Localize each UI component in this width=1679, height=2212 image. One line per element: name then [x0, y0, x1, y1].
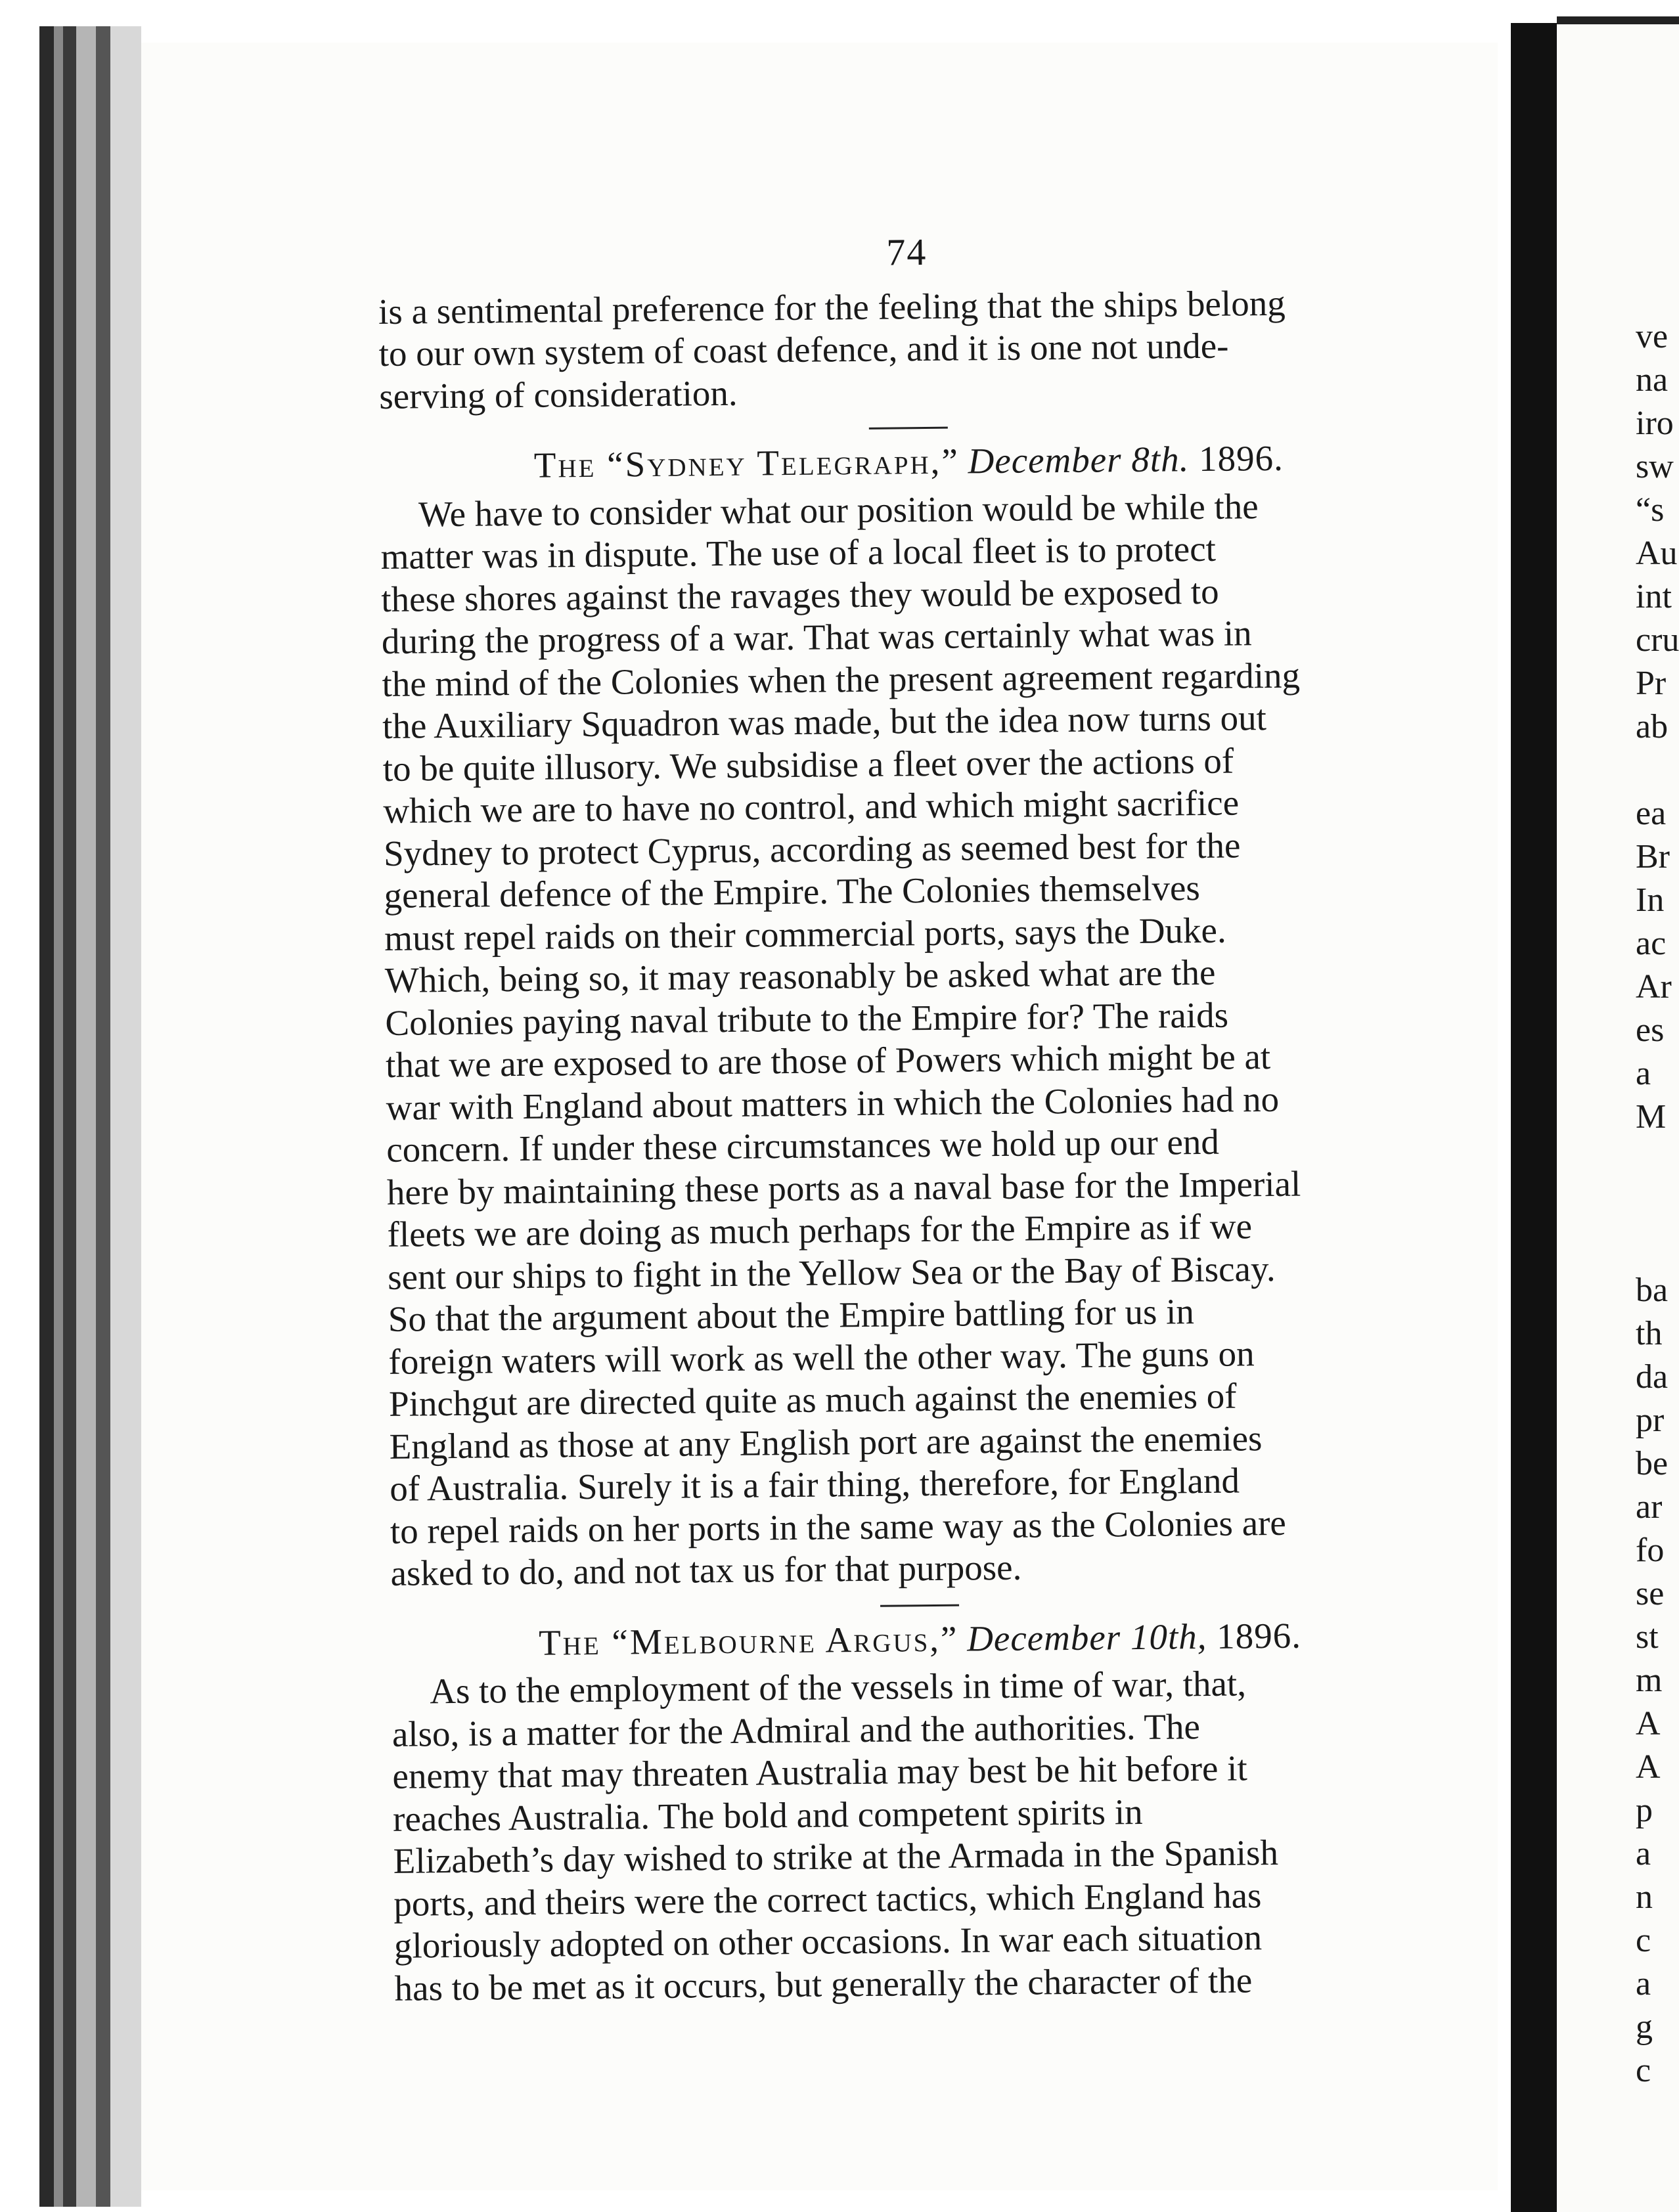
- facing-page-line: Pr: [1636, 665, 1667, 702]
- text-line: asked to do, and not tax us for that purpose.: [390, 1547, 1022, 1593]
- text-line: Sydney to protect Cyprus, according as seemed best for the: [383, 824, 1241, 874]
- section-heading-melbourne: [391, 1613, 1449, 1666]
- text-line: England as those at any English port are against the enemies: [389, 1417, 1263, 1467]
- heading-suffix: ”: [940, 1618, 968, 1659]
- facing-page-line: iro: [1636, 405, 1674, 442]
- text-line: to repel raids on her ports in the same way as the Colonies are: [390, 1502, 1287, 1551]
- facing-page-line: st: [1636, 1618, 1659, 1656]
- heading-year: 1896.: [1189, 437, 1284, 479]
- facing-page-line: M: [1636, 1098, 1667, 1136]
- facing-page-line: se: [1636, 1575, 1665, 1612]
- text-line: ports, and theirs were the correct tactics, which England has: [393, 1874, 1262, 1924]
- article-body-melbourne: [392, 1660, 1452, 2009]
- facing-page-line: sw: [1636, 448, 1674, 485]
- page-edge-dark: [39, 26, 54, 2207]
- text-line: Colonies paying naval tribute to the Empire for? The raids: [385, 994, 1229, 1043]
- facing-page-line: In: [1636, 881, 1665, 919]
- facing-page-line: A: [1636, 1705, 1661, 1742]
- text-line: foreign waters will work as well the other way. The guns on: [388, 1333, 1255, 1382]
- facing-page-line: ba: [1636, 1272, 1668, 1309]
- text-line: Elizabeth’s day wished to strike at the Armada in the Spanish: [393, 1832, 1279, 1881]
- text-line: that we are exposed to are those of Powers which might be at: [385, 1036, 1271, 1085]
- text-line: As to the employment of the vessels in time of war, that,: [429, 1663, 1247, 1712]
- facing-page-line: [1636, 749, 1679, 792]
- page-number: 74: [885, 230, 928, 274]
- facing-page-line: na: [1636, 361, 1668, 399]
- heading-date: December 8th.: [968, 439, 1190, 481]
- text-line: We have to consider what our position would be while the: [418, 485, 1259, 534]
- facing-page-line: p: [1636, 1792, 1653, 1829]
- text-line: to our own system of coast defence, and it is one not unde-: [378, 325, 1229, 374]
- text-line: must repel raids on their commercial ports, says the Duke.: [384, 910, 1226, 958]
- facing-page-line: c: [1636, 2052, 1651, 2089]
- facing-page-line: int: [1636, 578, 1672, 615]
- text-line: war with England about matters in which the Colonies had no: [386, 1078, 1280, 1128]
- text-line: here by maintaining these ports as a naval base for the Imperial: [386, 1163, 1301, 1212]
- facing-page-line: a: [1636, 1055, 1651, 1092]
- text-line: enemy that may threaten Australia may best be hit before it: [392, 1748, 1247, 1796]
- text-line: also, is a matter for the Admiral and the authorities. The: [392, 1706, 1201, 1754]
- text-line: during the progress of a war. That was certainly what was in: [381, 613, 1252, 661]
- article-body-sydney: [380, 483, 1448, 1595]
- facing-page-line: ea: [1636, 795, 1667, 832]
- heading-year: 1896.: [1207, 1615, 1302, 1656]
- facing-page-line: a: [1636, 1835, 1651, 1872]
- facing-page-line: Br: [1636, 838, 1670, 875]
- text-line: to be quite illusory. We subsidise a fleet over the actions of: [382, 740, 1234, 789]
- facing-page-line: es: [1636, 1011, 1665, 1049]
- facing-page-line: ar: [1636, 1488, 1663, 1526]
- facing-page-line: da: [1636, 1358, 1668, 1396]
- page-edge-gray: [54, 26, 63, 2207]
- text-line: Pinchgut are directed quite as much against the enemies of: [388, 1375, 1237, 1424]
- facing-page-line: c: [1636, 1922, 1651, 1959]
- heading-prefix: The “: [538, 1621, 631, 1663]
- page-content: [378, 227, 1452, 2010]
- text-line: matter was in dispute. The use of a local fleet is to protect: [380, 528, 1217, 577]
- text-line: gloriously adopted on other occasions. In war each situation: [393, 1917, 1263, 1966]
- facing-page-line: Ar: [1636, 968, 1672, 1006]
- facing-page-line: “s: [1636, 491, 1665, 529]
- continuation-paragraph: [378, 280, 1437, 418]
- heading-suffix: ”: [941, 441, 968, 481]
- facing-page-line: n: [1636, 1878, 1653, 1916]
- section-divider: [880, 1604, 959, 1606]
- facing-page-line: A: [1636, 1748, 1661, 1786]
- text-line: is a sentimental preference for the feeling that the ships belong: [378, 282, 1286, 332]
- heading-prefix: The “: [533, 444, 625, 485]
- text-line: serving of consideration.: [379, 372, 738, 416]
- facing-page-line: pr: [1636, 1402, 1665, 1439]
- text-line: the mind of the Colonies when the present agreement regarding: [382, 655, 1301, 704]
- newspaper-name: Sydney Telegraph,: [625, 441, 942, 485]
- text-line: fleets we are doing as much perhaps for the Empire as if we: [387, 1206, 1253, 1254]
- page-edge-light: [76, 26, 96, 2207]
- section-divider: [869, 427, 948, 430]
- text-line: concern. If under these circumstances we hold up our end: [386, 1121, 1220, 1170]
- facing-page-line: be: [1636, 1445, 1668, 1482]
- heading-date: December 10th,: [966, 1616, 1207, 1658]
- text-line: Which, being so, it may reasonably be asked what are the: [384, 952, 1216, 1000]
- facing-page-text: [1636, 315, 1679, 2092]
- text-line: general defence of the Empire. The Colonies themselves: [384, 868, 1201, 916]
- text-line: reaches Australia. The bold and competent spirits in: [392, 1791, 1143, 1839]
- facing-page-line: fo: [1636, 1532, 1665, 1569]
- text-line: has to be met as it occurs, but generally the character of the: [394, 1959, 1253, 2008]
- facing-page-line: ve: [1636, 318, 1668, 355]
- facing-page-line: Au: [1636, 535, 1678, 572]
- facing-page-line: [1636, 1226, 1679, 1269]
- text-line: which we are to have no control, and which might sacrifice: [383, 782, 1240, 831]
- text-line: of Australia. Surely it is a fair thing, therefore, for England: [390, 1460, 1240, 1509]
- facing-page-line: [1636, 1182, 1679, 1226]
- text-line: So that the argument about the Empire battling for us in: [388, 1291, 1195, 1339]
- page-edge-mid: [96, 26, 110, 2207]
- facing-page-line: m: [1636, 1662, 1663, 1699]
- section-heading-sydney: [380, 436, 1438, 489]
- facing-page-line: g: [1636, 2008, 1653, 2046]
- book-gutter: [1511, 23, 1557, 2212]
- text-line: sent our ships to fight in the Yellow Sea or the Bay of Biscay.: [387, 1248, 1276, 1297]
- newspaper-name: Melbourne Argus,: [629, 1618, 941, 1662]
- text-line: these shores against the ravages they would be exposed to: [381, 571, 1219, 619]
- facing-page-line: [1636, 1139, 1679, 1182]
- facing-page-line: ab: [1636, 708, 1668, 745]
- facing-page-line: ac: [1636, 925, 1667, 962]
- facing-page-line: a: [1636, 1965, 1651, 2002]
- facing-page-line: th: [1636, 1315, 1663, 1352]
- page-edge-pale: [110, 26, 141, 2207]
- facing-page-line: cru: [1636, 621, 1679, 659]
- text-line: the Auxiliary Squadron was made, but the idea now turns out: [382, 697, 1267, 746]
- facing-page-top-edge: [1557, 16, 1679, 24]
- page-edge-dark-2: [63, 26, 76, 2207]
